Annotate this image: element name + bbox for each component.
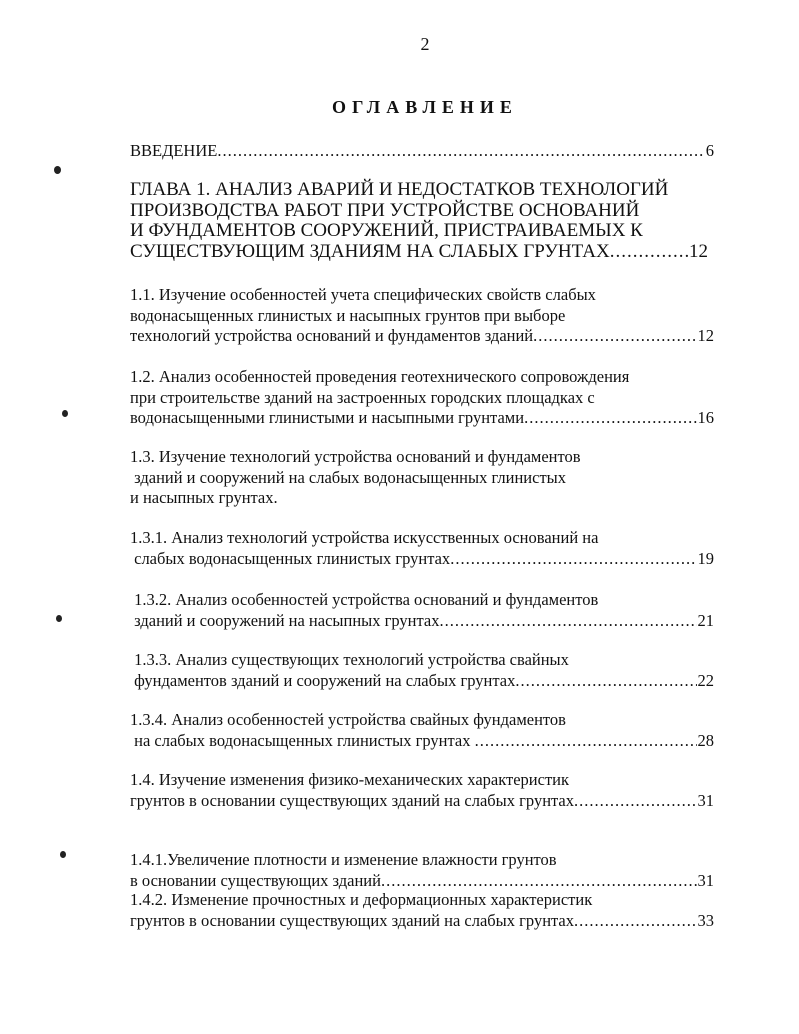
toc-entry-text: водонасыщенными глинистыми и насыпными грунтами (130, 408, 525, 427)
toc-entry-last-line (130, 791, 714, 812)
dot-leader (533, 326, 696, 347)
toc-entry-text: 1.3.2. Анализ особенностей устройства оснований и фундаментов (130, 590, 599, 609)
scan-speck (62, 410, 68, 417)
toc-entry (130, 141, 714, 162)
toc-entry (130, 367, 714, 429)
dot-leader (610, 242, 688, 263)
toc-page-number: 16 (697, 408, 714, 427)
toc-entry-text: 1.3.4. Анализ особенностей устройства свайных фундаментов (130, 710, 566, 729)
toc-entry-last-line (130, 549, 714, 570)
toc-entry (130, 770, 714, 811)
toc-entry-text: 1.4.2. Изменение прочностных и деформационных характеристик (130, 890, 593, 909)
toc-entry-last-line (130, 731, 714, 752)
toc-entry-text: И ФУНДАМЕНТОВ СООРУЖЕНИЙ, ПРИСТРАИВАЕМЫХ К (130, 220, 643, 242)
toc-page-number: 12 (689, 241, 708, 263)
dot-leader (439, 611, 696, 632)
toc-entry (130, 590, 714, 631)
toc-entry-text: в основании существующих зданий (130, 870, 381, 890)
toc-entry-text: грунтов в основании существующих зданий на слабых грунтах (130, 790, 575, 810)
dot-leader (475, 731, 697, 752)
toc-page-number: 6 (705, 141, 714, 160)
toc-page-number: 22 (697, 670, 714, 690)
toc-entry-text: 1.3. Изучение технологий устройства оснований и фундаментов (130, 447, 581, 466)
scan-speck (56, 615, 62, 622)
toc-entry-text: ВВЕДЕНИЕ (130, 141, 218, 160)
toc-entry-text: фундаментов зданий и сооружений на слабых грунтах (130, 670, 516, 690)
toc-entry-text: ГЛАВА 1. АНАЛИЗ АВАРИЙ И НЕДОСТАТКОВ ТЕХНОЛОГИЙ (130, 179, 669, 200)
toc-entry-text: зданий и сооружений на насыпных грунтах (130, 610, 440, 630)
toc-entry-last-line (130, 911, 714, 932)
toc-entry (130, 180, 708, 263)
toc-entry-text: 1.3.3. Анализ существующих технологий устройства свайных (130, 650, 569, 669)
toc-entry-text: ПРОИЗВОДСТВА РАБОТ ПРИ УСТРОЙСТВЕ ОСНОВАНИЙ (130, 199, 640, 221)
dot-leader (574, 911, 696, 932)
toc-entry-last-line (130, 408, 714, 429)
toc-entry-last-line (130, 671, 714, 692)
dot-leader (574, 791, 696, 812)
toc-page-number: 28 (697, 730, 714, 750)
toc-entry-text: грунтов в основании существующих зданий на слабых грунтах (130, 910, 575, 930)
dot-leader (450, 549, 696, 570)
toc-page-number: 31 (697, 790, 714, 810)
toc-entry-text: и насыпных грунтах. (130, 488, 278, 507)
toc-entry-text: СУЩЕСТВУЮЩИМ ЗДАНИЯМ НА СЛАБЫХ ГРУНТАХ (130, 241, 610, 263)
toc-entry-text: 1.3.1. Анализ технологий устройства искусственных оснований на (130, 528, 599, 547)
toc-entry-text: 1.1. Изучение особенностей учета специфических свойств слабых (130, 285, 596, 304)
toc-entry (130, 528, 714, 569)
toc-entry-text: слабых водонасыщенных глинистых грунтах (130, 548, 451, 568)
toc-entry-last-line (130, 242, 708, 263)
toc-entry (130, 850, 714, 891)
toc-entry (130, 447, 714, 509)
toc-entry-last-line (130, 871, 714, 892)
toc-entry-last-line (130, 611, 714, 632)
dot-leader (515, 671, 696, 692)
dot-leader (217, 141, 704, 162)
page-title: ОГЛАВЛЕНИЕ (332, 97, 518, 117)
toc-page-number: 19 (697, 548, 714, 568)
dot-leader (381, 871, 697, 892)
toc-page-number: 31 (697, 870, 714, 890)
toc-entry (130, 285, 714, 347)
toc-page-number: 12 (697, 326, 714, 345)
scan-speck (54, 166, 61, 174)
toc-entry-text: 1.4. Изучение изменения физико-механических характеристик (130, 770, 570, 789)
page-number: 2 (420, 34, 430, 54)
toc-entry-text: 1.2. Анализ особенностей проведения геотехнического сопровождения (130, 367, 630, 386)
toc-page-number: 21 (697, 610, 714, 630)
toc-entry-text: водонасыщенных глинистых и насыпных грунтов при выборе (130, 305, 566, 325)
scan-speck (60, 851, 66, 858)
dot-leader (524, 408, 696, 429)
toc-entry-text: зданий и сооружений на слабых водонасыщенных глинистых (130, 467, 566, 487)
toc-entry-last-line (130, 141, 714, 162)
toc-entry-text: при строительстве зданий на застроенных городских площадках с (130, 387, 595, 407)
toc-entry-text: технологий устройства оснований и фундаментов зданий (130, 326, 534, 345)
toc-entry (130, 650, 714, 691)
toc-entry-text: 1.4.1.Увеличение плотности и изменение влажности грунтов (130, 850, 557, 869)
toc-entry-last-line (130, 326, 714, 347)
toc-entry (130, 890, 714, 931)
toc-page-number: 33 (697, 910, 714, 930)
toc-entry (130, 710, 714, 751)
toc-entry-text: на слабых водонасыщенных глинистых грунтах (130, 730, 475, 750)
